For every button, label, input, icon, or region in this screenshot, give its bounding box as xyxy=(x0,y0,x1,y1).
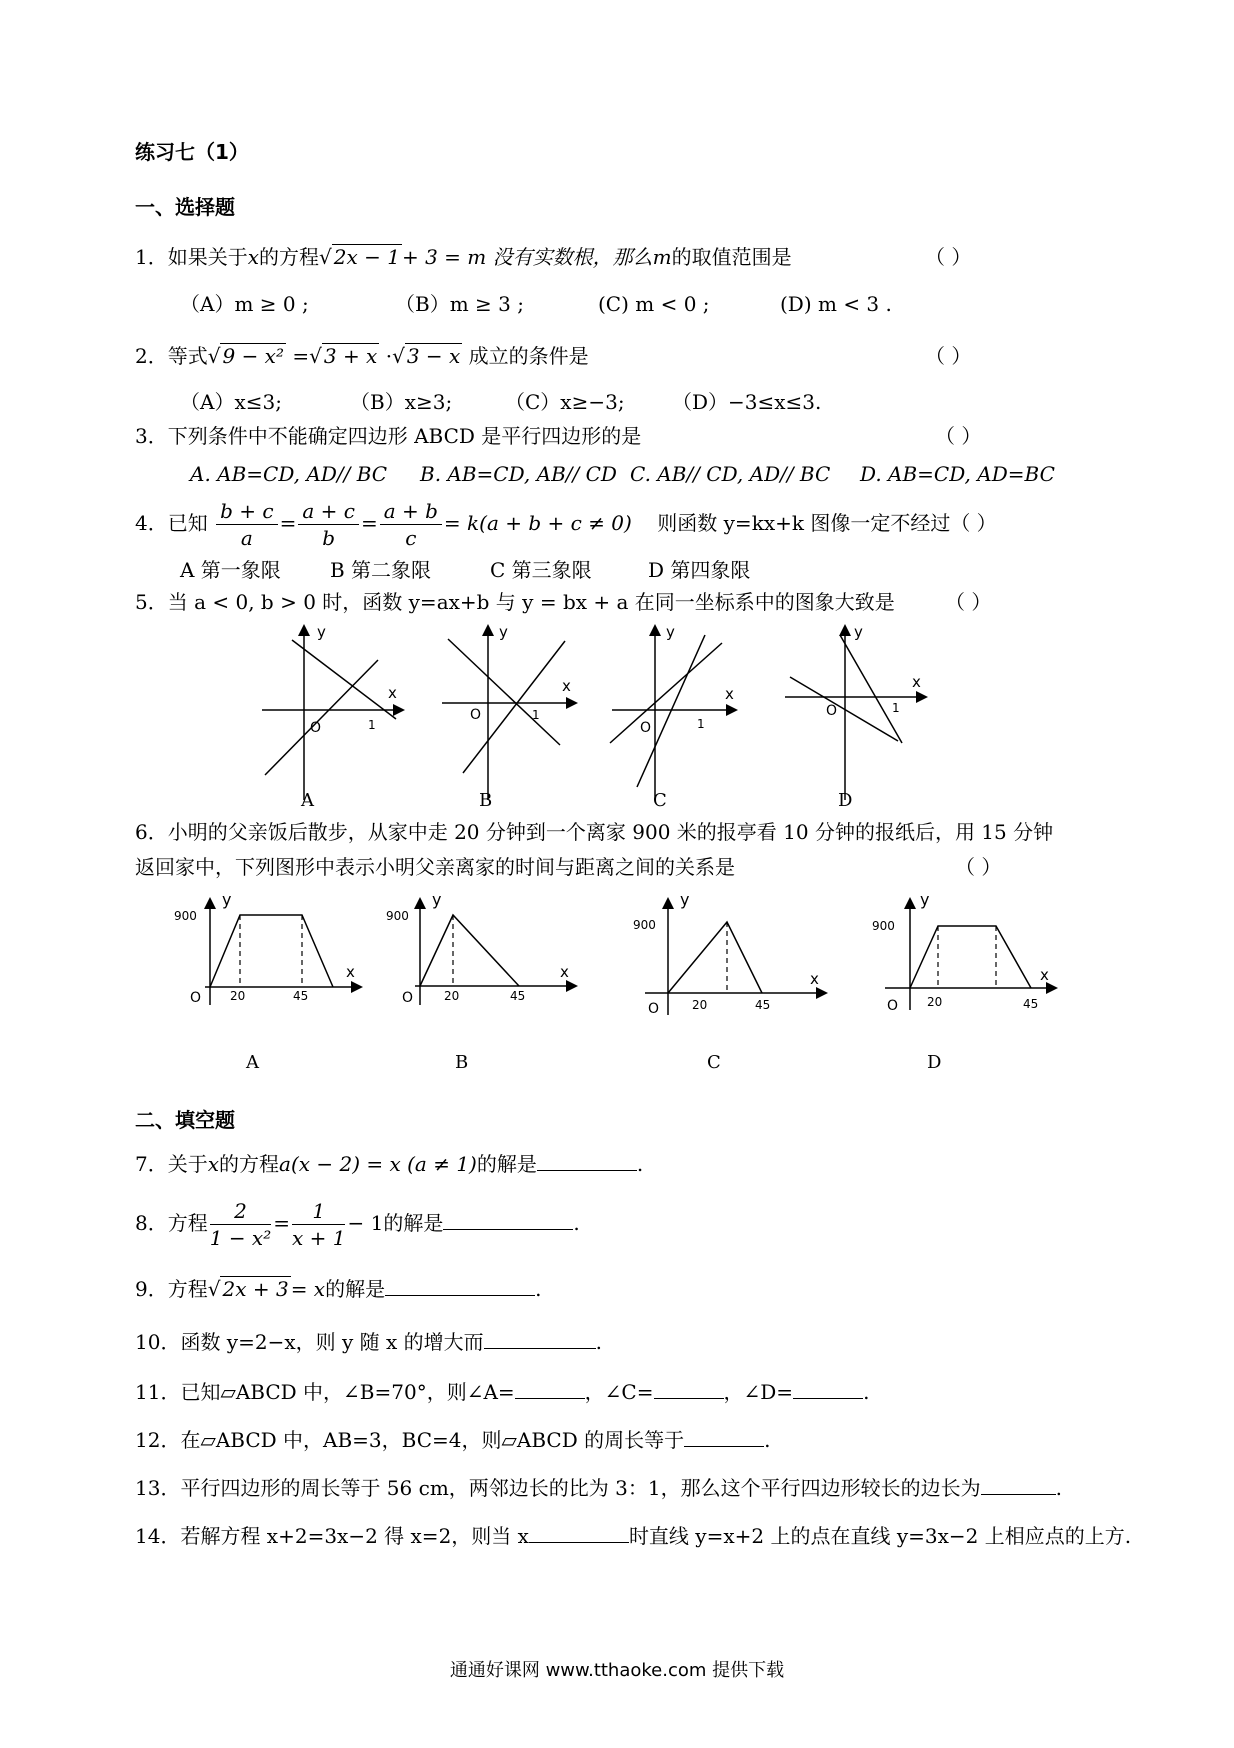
q5-graphs xyxy=(0,615,1234,815)
fraction: $\frac{a + c}{b}$ xyxy=(298,498,359,551)
option: D. AB=CD, AD=BC xyxy=(860,462,1055,486)
line-2 xyxy=(292,640,396,719)
q6-graphs xyxy=(0,885,1234,1045)
question-7: 7．关于x的方程a(x − 2) = x (a ≠ 1)的解是 . xyxy=(135,1152,644,1176)
sqrt-icon: √ xyxy=(207,1277,221,1301)
line-1 xyxy=(265,660,378,775)
y-tick-900: 900 xyxy=(386,909,409,923)
sqrt-icon: √ xyxy=(392,344,405,368)
answer-blank xyxy=(484,1330,596,1349)
axis-x-label: x xyxy=(810,970,819,988)
graph-label: A xyxy=(246,1052,259,1073)
tick-1: 1 xyxy=(697,717,705,731)
answer-blank xyxy=(385,1277,535,1296)
x-tick-45: 45 xyxy=(293,989,309,1003)
tick-1: 1 xyxy=(368,718,376,732)
axis-x-label: x xyxy=(1040,966,1049,984)
fraction: $\frac{2}{\text{1 − x²}}$ xyxy=(209,1199,272,1250)
graph-b xyxy=(442,623,575,800)
x-tick-20: 20 xyxy=(230,989,246,1003)
question-6-line-1: 6．小明的父亲饭后散步，从家中走 20 分钟到一个离家 900 米的报亭看 10 分钟的报纸后，用 15 分钟 xyxy=(135,820,1054,844)
x-tick-20: 20 xyxy=(444,989,460,1003)
graph-label: B xyxy=(479,790,493,811)
graph-c xyxy=(633,890,825,1017)
graph-label: C xyxy=(653,790,667,811)
option: C 第三象限 xyxy=(490,558,592,582)
graph-label: D xyxy=(927,1052,942,1073)
option: A 第一象限 xyxy=(180,558,281,582)
question-14: 14．若解方程 x+2=3x−2 得 x=2，则当 x 时直线 y=x+2 上的点在直线 y=3x−2 上相应点的上方. xyxy=(135,1524,1132,1548)
answer-paren: （ ） xyxy=(935,424,982,448)
x-tick-45: 45 xyxy=(1023,997,1039,1011)
y-tick-900: 900 xyxy=(633,918,656,932)
option: (D) m < 3 . xyxy=(780,292,892,316)
line-2 xyxy=(637,635,705,787)
graph-c xyxy=(610,623,735,800)
graph-d xyxy=(872,890,1055,1014)
option: （D）−3≤x≤3. xyxy=(672,390,822,414)
graph-label: D xyxy=(838,790,853,811)
option: A. AB=CD, AD// BC xyxy=(190,462,388,486)
answer-blank xyxy=(981,1476,1056,1495)
origin-label: O xyxy=(190,990,202,1006)
graph-a xyxy=(262,623,402,800)
question-10: 10．函数 y=2−x，则 y 随 x 的增大而 . xyxy=(135,1330,602,1354)
question-3: 3．下列条件中不能确定四边形 ABCD 是平行四边形的是 xyxy=(135,424,642,448)
x-tick-20: 20 xyxy=(692,998,708,1012)
answer-paren: （ ） xyxy=(925,245,972,269)
section-heading-choice: 一、选择题 xyxy=(135,195,235,219)
axis-y-label: y xyxy=(222,890,232,909)
axis-y-label: y xyxy=(499,623,508,641)
origin-label: O xyxy=(470,707,482,723)
axis-x-label: x xyxy=(912,673,921,691)
graph-d xyxy=(785,623,925,800)
answer-blank xyxy=(654,1380,724,1399)
section-heading-fill: 二、填空题 xyxy=(135,1108,235,1132)
option: C. AB// CD, AD// BC xyxy=(630,462,831,486)
option: （C）x≥−3; xyxy=(505,390,625,414)
question-11: 11．已知▱ABCD 中，∠B=70°，则∠A= ，∠C= ，∠D= . xyxy=(135,1380,870,1404)
graph-b xyxy=(386,890,575,1006)
fraction: $\frac{b + c}{a}$ xyxy=(216,498,277,551)
axis-y-label: y xyxy=(317,623,326,641)
question-9: 9．方程√ 2x + 3 = x的解是 . xyxy=(135,1277,542,1301)
question-2: 2．等式√ 9 − x² =√ 3 + x ·√ 3 − x 成立的条件是 xyxy=(135,344,589,368)
answer-paren: （ ） xyxy=(925,344,972,368)
question-5: 5．当 a < 0, b > 0 时，函数 y=ax+b 与 y = bx + a 在同一坐标系中的图象大致是 xyxy=(135,590,895,614)
graph-label: C xyxy=(707,1052,721,1073)
axis-x-label: x xyxy=(346,963,355,981)
graph-a xyxy=(174,890,360,1006)
sqrt-icon: √ xyxy=(309,344,322,368)
y-tick-900: 900 xyxy=(174,909,197,923)
distance-line xyxy=(910,926,1031,988)
axis-x-label: x xyxy=(725,685,734,703)
graph-label: B xyxy=(455,1052,469,1073)
answer-blank xyxy=(793,1380,863,1399)
origin-label: O xyxy=(310,720,322,736)
answer-blank xyxy=(537,1152,637,1171)
graph-label: A xyxy=(301,790,314,811)
answer-paren: （ ） xyxy=(955,855,1002,879)
sqrt-icon: √ xyxy=(207,344,221,368)
axis-x-label: x xyxy=(388,684,397,702)
answer-blank xyxy=(443,1211,573,1230)
origin-label: O xyxy=(640,720,652,736)
axis-y-label: y xyxy=(920,890,930,909)
option: （B）x≥3; xyxy=(350,390,453,414)
x-tick-45: 45 xyxy=(755,998,771,1012)
origin-label: O xyxy=(887,998,899,1014)
page-title: 练习七（1） xyxy=(135,140,249,164)
footer: 通通好课网 www.tthaoke.com 提供下载 xyxy=(449,1660,785,1681)
y-tick-900: 900 xyxy=(872,919,895,933)
distance-line xyxy=(420,915,519,986)
tick-1: 1 xyxy=(892,701,900,715)
option: (C) m < 0 ; xyxy=(598,292,710,316)
x-tick-45: 45 xyxy=(510,989,526,1003)
answer-paren: （ ） xyxy=(945,590,992,614)
x-tick-20: 20 xyxy=(927,995,943,1009)
axis-y-label: y xyxy=(680,890,690,909)
sqrt-icon: √ xyxy=(319,245,332,269)
line-1 xyxy=(448,639,560,745)
fraction: $\frac{1}{x + 1}$ xyxy=(292,1199,346,1250)
axis-x-label: x xyxy=(560,963,569,981)
fraction: $\frac{a + b}{c}$ xyxy=(380,498,442,551)
option: （B）m ≥ 3 ; xyxy=(395,292,524,316)
tick-1: 1 xyxy=(532,708,540,722)
question-12: 12．在▱ABCD 中，AB=3，BC=4，则▱ABCD 的周长等于 . xyxy=(135,1428,771,1452)
answer-blank xyxy=(515,1380,585,1399)
axis-y-label: y xyxy=(666,623,675,641)
origin-label: O xyxy=(402,990,414,1006)
option: B 第二象限 xyxy=(330,558,432,582)
axis-y-label: y xyxy=(854,623,863,641)
question-4: 4．已知 $\frac{b + c}{a}$ = $\frac{a + c}{b}$ = $\frac{a + b}{c}$ = k(a + b + c ≠ 0) 则函数 y=kx+k 图像一定不经过（ ） xyxy=(135,499,997,550)
answer-blank xyxy=(529,1524,629,1543)
axis-x-label: x xyxy=(562,677,571,695)
line-2 xyxy=(840,635,902,743)
question-6-line-2: 返回家中，下列图形中表示小明父亲离家的时间与距离之间的关系是 xyxy=(135,855,735,879)
axis-y-label: y xyxy=(432,890,442,909)
line-1 xyxy=(610,643,722,743)
distance-line xyxy=(668,922,762,993)
option: D 第四象限 xyxy=(648,558,751,582)
option: （A）x≤3; xyxy=(180,390,282,414)
option: B. AB=CD, AB// CD xyxy=(420,462,617,486)
origin-label: O xyxy=(826,703,838,719)
answer-blank xyxy=(684,1428,764,1447)
question-8: 8．方程 $\frac{2}{\text{1 − x²}}$ = $\frac{1}{x + 1}$ − 1的解是 . xyxy=(135,1199,580,1250)
option: （A）m ≥ 0 ; xyxy=(180,292,309,316)
origin-label: O xyxy=(648,1001,660,1017)
distance-line xyxy=(210,915,333,987)
question-1: 1．如果关于x的方程√ 2x − 1 + 3 = m 没有实数根，那么m的取值范围是 xyxy=(135,245,792,269)
question-13: 13．平行四边形的周长等于 56 cm，两邻边长的比为 3：1，那么这个平行四边形较长的边长为 . xyxy=(135,1476,1062,1500)
